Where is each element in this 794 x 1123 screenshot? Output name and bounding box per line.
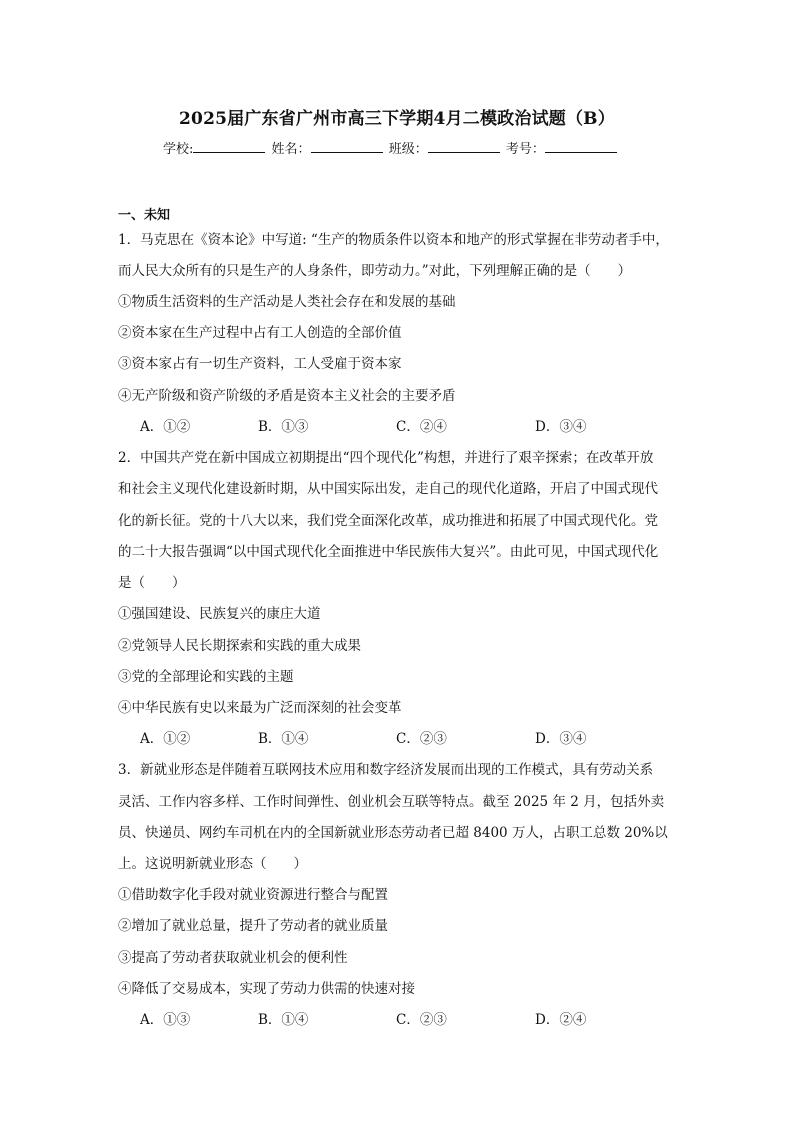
q3-stem-line: 灵活、工作内容多样、工作时间弹性、创业机会互联等特点。截至 2025 年 2 月，包括外卖: [118, 794, 665, 810]
q3-item: ①借助数字化手段对就业资源进行整合与配置: [118, 887, 388, 903]
q1-item: ②资本家在生产过程中占有工人创造的全部价值: [118, 325, 402, 341]
q2-stem-line: 的二十大报告强调“以中国式现代化全面推进中华民族伟大复兴”。由此可见，中国式现代化: [118, 544, 659, 560]
class-label: 班级：: [388, 142, 428, 157]
q3-item: ③提高了劳动者获取就业机会的便利性: [118, 950, 348, 966]
q2-stem-line: 化的新长征。党的十八大以来，我们党全面深化改革，成功推进和拓展了中国式现代化。党: [118, 513, 658, 529]
school-label: 学校:: [163, 142, 194, 157]
q2-option-d[interactable]: D．③④: [535, 731, 587, 747]
q1-stem-line: 1．马克思在《资本论》中写道: “生产的物质条件以资本和地产的形式掌握在非劳动者手中，: [118, 232, 669, 248]
q1-item: ①物质生活资料的生产活动是人类社会存在和发展的基础: [118, 294, 456, 310]
q3-option-a[interactable]: A．①③: [140, 1012, 191, 1028]
name-label: 姓名：: [271, 142, 311, 157]
name-blank: [311, 140, 383, 153]
q2-option-b[interactable]: B．①④: [258, 731, 309, 747]
q1-option-c[interactable]: C．②④: [396, 419, 447, 435]
q3-item: ④降低了交易成本，实现了劳动力供需的快速对接: [118, 981, 415, 997]
q1-option-b[interactable]: B．①③: [258, 419, 309, 435]
q3-item: ②增加了就业总量，提升了劳动者的就业质量: [118, 918, 388, 934]
q3-stem-line: 3．新就业形态是伴随着互联网技术应用和数字经济发展而出现的工作模式，具有劳动关系: [118, 762, 654, 778]
q2-stem-line: 和社会主义现代化建设新时期，从中国实际出发，走自己的现代化道路，开启了中国式现代: [118, 481, 658, 497]
q2-option-c[interactable]: C．②③: [396, 731, 447, 747]
q2-stem-line: 是（ ）: [118, 575, 186, 591]
q1-stem-line: 而人民大众所有的只是生产的人身条件，即劳动力。”对此，下列理解正确的是（ ）: [118, 263, 632, 279]
q2-item: ②党领导人民长期探索和实践的重大成果: [118, 638, 361, 654]
q2-item: ③党的全部理论和实践的主题: [118, 669, 294, 685]
class-blank: [428, 140, 500, 153]
q1-item: ④无产阶级和资产阶级的矛盾是资本主义社会的主要矛盾: [118, 388, 456, 404]
q1-option-d[interactable]: D．③④: [535, 419, 587, 435]
q3-option-c[interactable]: C．②③: [396, 1012, 447, 1028]
q3-stem-line: 员、快递员、网约车司机在内的全国新就业形态劳动者已超 8400 万人，占职工总数 20%以: [118, 825, 668, 841]
exam-number-blank: [545, 140, 617, 153]
exam-number-label: 考号：: [505, 142, 545, 157]
student-info-row: [163, 138, 619, 157]
section-heading: 一、未知: [118, 208, 171, 223]
q2-item: ④中华民族有史以来最为广泛而深刻的社会变革: [118, 700, 402, 716]
q3-stem-line: 上。这说明新就业形态（ ）: [118, 856, 307, 872]
q3-option-b[interactable]: B．①④: [258, 1012, 309, 1028]
q3-option-d[interactable]: D．②④: [535, 1012, 587, 1028]
school-blank: [193, 140, 265, 153]
exam-title: 2025届广东省广州市高三下学期4月二模政治试题（B）: [179, 109, 615, 129]
q2-stem-line: 2．中国共产党在新中国成立初期提出“四个现代化”构想，并进行了艰辛探索；在改革开放: [118, 450, 654, 466]
q2-item: ①强国建设、民族复兴的康庄大道: [118, 606, 321, 622]
q1-option-a[interactable]: A．①②: [140, 419, 191, 435]
q2-option-a[interactable]: A．①②: [140, 731, 191, 747]
q1-item: ③资本家占有一切生产资料，工人受雇于资本家: [118, 356, 402, 372]
